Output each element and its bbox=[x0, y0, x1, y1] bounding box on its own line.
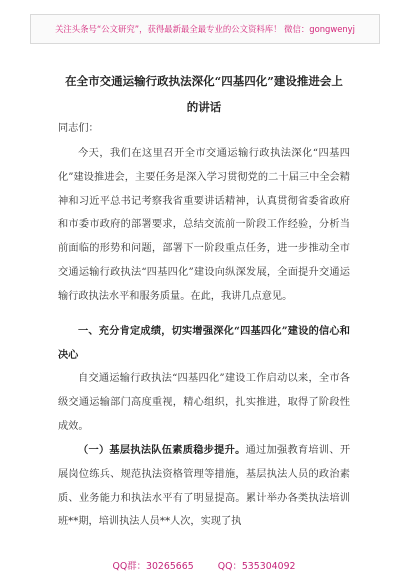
header-banner bbox=[30, 14, 380, 44]
footer-qq: QQ：535304092 bbox=[217, 561, 296, 572]
header-banner-text: 关注头条号“公文研究”，获得最新最全最专业的公文资料库！ 微信：gongwenyj bbox=[55, 24, 355, 34]
section-heading-1: 一、充分肯定成绩，切实增强深化“四基四化”建设的信心和决心 bbox=[58, 325, 350, 361]
title-line-1: 在全市交通运输行政执法深化“四基四化”建设推进会上 bbox=[65, 74, 343, 88]
document-title bbox=[40, 68, 368, 120]
footer bbox=[0, 558, 408, 574]
paragraph-2: 自交通运输行政执法“四基四化”建设工作启动以来，全市各级交通运输部门高度重视，精心组织，扎实推进，取得了阶段性成效。 bbox=[58, 373, 350, 432]
paragraph-1: 今天，我们在这里召开全市交通运输行政执法深化“四基四化”建设推进会，主要任务是深入学习贯彻党的二十届三中全会精神和习近平总书记考察我省重要讲话精神，认真贯彻省委省政府和市委市政府的部署要求，总结交流前一阶段工作经验，分析当前面临的形势和问题，部署下一阶段重点任务，进一步推动全市交通运输行政执法“四基四化”建设向纵深发展，全面提升交通运输行政执法水平和服务质量。在此，我讲几点意见。 bbox=[58, 148, 350, 302]
paragraph-3-lead: （一）基层执法队伍素质稳步提升。 bbox=[78, 444, 246, 456]
title-line-2: 的讲话 bbox=[186, 100, 222, 114]
paragraph-3 bbox=[58, 439, 350, 534]
paragraph-3-body: 通过加强教育培训、开展岗位练兵、规范执法资格管理等措施，基层执法人员的政治素质、业务能力和执法水平有了明显提高。累计举办各类执法培训班**期，培训执法人员**人次，实现了执 bbox=[58, 445, 351, 528]
greeting: 同志们： bbox=[58, 123, 99, 134]
footer-qq-group: QQ群：30265665 bbox=[112, 561, 194, 572]
